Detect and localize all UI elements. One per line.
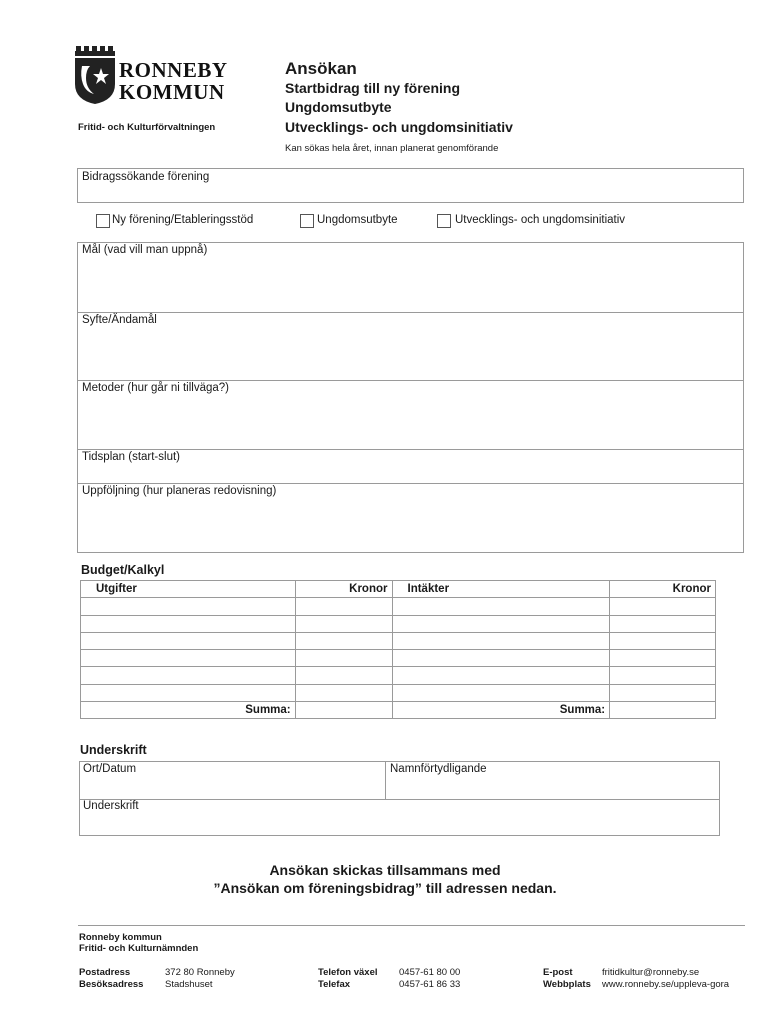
expenses-header: Utgifter: [81, 581, 296, 598]
income-cell[interactable]: [392, 684, 610, 701]
income-cell[interactable]: [392, 598, 610, 615]
instruction-line-2: ”Ansökan om föreningsbidrag” till adressen nedan.: [213, 880, 557, 896]
footer-org-line2: Fritid- och Kulturnämnden: [79, 943, 199, 954]
timeline-label: Tidsplan (start-slut): [82, 451, 180, 463]
email-label: E-post: [543, 967, 573, 978]
department-name: Fritid- och Kulturförvaltningen: [78, 122, 216, 133]
name-clarification-label: Namnförtydligande: [390, 763, 487, 775]
place-date-label: Ort/Datum: [83, 763, 137, 775]
table-row: [81, 650, 716, 667]
org-name-line2: KOMMUN: [119, 80, 225, 104]
website-label: Webbplats: [543, 979, 591, 990]
income-amount-cell[interactable]: [610, 598, 716, 615]
income-cell[interactable]: [392, 667, 610, 684]
expense-cell[interactable]: [81, 650, 296, 667]
purpose-field[interactable]: [78, 330, 743, 380]
checkbox-youth-exchange[interactable]: [300, 214, 314, 228]
signature-heading: Underskrift: [80, 743, 147, 757]
website-link[interactable]: www.ronneby.se/uppleva-gora: [602, 979, 730, 990]
income-sum-cell[interactable]: [610, 702, 716, 719]
budget-sum-row: [81, 702, 716, 719]
expense-amount-cell[interactable]: [295, 650, 392, 667]
signature-label: Underskrift: [83, 800, 139, 812]
expense-cell[interactable]: [81, 667, 296, 684]
income-amount-header: Kronor: [610, 581, 716, 598]
applicant-field[interactable]: [77, 168, 744, 203]
postal-address-value: 372 80 Ronneby: [165, 967, 235, 978]
budget-header-row: [81, 581, 716, 598]
expense-cell[interactable]: [81, 684, 296, 701]
checkbox-new-association-label: Ny förening/Etableringsstöd: [112, 214, 254, 226]
place-date-field[interactable]: [80, 778, 384, 798]
income-amount-cell[interactable]: [610, 684, 716, 701]
checkbox-development-initiative[interactable]: [437, 214, 451, 228]
visit-address-value: Stadshuset: [165, 979, 213, 990]
expense-amount-cell[interactable]: [295, 615, 392, 632]
visit-address-label: Besöksadress: [79, 979, 144, 990]
expenses-amount-header: Kronor: [295, 581, 392, 598]
expense-amount-cell[interactable]: [295, 667, 392, 684]
fax-value: 0457-61 86 33: [399, 979, 461, 990]
page-title: Ansökan: [285, 59, 357, 78]
income-cell[interactable]: [392, 615, 610, 632]
income-header: Intäkter: [392, 581, 610, 598]
email-link[interactable]: fritidkultur@ronneby.se: [602, 967, 700, 978]
municipality-logo: [74, 46, 118, 104]
phone-label: Telefon växel: [318, 967, 378, 978]
expense-amount-cell[interactable]: [295, 632, 392, 649]
income-amount-cell[interactable]: [610, 667, 716, 684]
checkbox-youth-exchange-label: Ungdomsutbyte: [317, 214, 398, 226]
income-amount-cell[interactable]: [610, 632, 716, 649]
subtitle-line-1: Startbidrag till ny förening: [285, 80, 461, 96]
footer-org-line1: Ronneby kommun: [79, 932, 162, 943]
methods-field[interactable]: [78, 398, 743, 448]
fax-label: Telefax: [318, 979, 351, 990]
income-cell[interactable]: [392, 650, 610, 667]
table-row: [81, 598, 716, 615]
follow-up-field[interactable]: [78, 502, 743, 552]
income-sum-label: Summa:: [392, 702, 610, 719]
expenses-sum-cell[interactable]: [295, 702, 392, 719]
checkbox-new-association[interactable]: [96, 214, 110, 228]
income-cell[interactable]: [392, 632, 610, 649]
name-clarification-field[interactable]: [386, 778, 719, 798]
purpose-label: Syfte/Ändamål: [82, 314, 157, 326]
table-row: [81, 667, 716, 684]
income-amount-cell[interactable]: [610, 650, 716, 667]
postal-address-label: Postadress: [79, 967, 131, 978]
budget-table: [80, 580, 716, 719]
expense-amount-cell[interactable]: [295, 684, 392, 701]
table-row: [81, 632, 716, 649]
expense-amount-cell[interactable]: [295, 598, 392, 615]
availability-note: Kan sökas hela året, innan planerat genomförande: [285, 143, 499, 154]
table-row: [81, 615, 716, 632]
checkbox-development-initiative-label: Utvecklings- och ungdomsinitiativ: [455, 214, 626, 226]
footer-divider: [78, 925, 745, 926]
applicant-label: Bidragssökande förening: [82, 171, 210, 183]
coat-of-arms-icon: [74, 46, 118, 104]
income-amount-cell[interactable]: [610, 615, 716, 632]
timeline-field[interactable]: [78, 466, 743, 482]
expense-cell[interactable]: [81, 632, 296, 649]
follow-up-label: Uppföljning (hur planeras redovisning): [82, 485, 277, 497]
org-name-line1: RONNEBY: [119, 58, 228, 82]
subtitle-line-2: Ungdomsutbyte: [285, 99, 392, 115]
table-row: [81, 684, 716, 701]
goal-label: Mål (vad vill man uppnå): [82, 244, 208, 256]
instruction-line-1: Ansökan skickas tillsammans med: [269, 862, 501, 878]
expense-cell[interactable]: [81, 615, 296, 632]
methods-label: Metoder (hur går ni tillväga?): [82, 382, 230, 394]
goal-field[interactable]: [78, 262, 743, 312]
phone-value: 0457-61 80 00: [399, 967, 461, 978]
signature-field[interactable]: [80, 815, 719, 835]
expense-cell[interactable]: [81, 598, 296, 615]
subtitle-line-3: Utvecklings- och ungdomsinitiativ: [285, 119, 513, 135]
budget-heading: Budget/Kalkyl: [81, 563, 165, 577]
expenses-sum-label: Summa:: [81, 702, 296, 719]
